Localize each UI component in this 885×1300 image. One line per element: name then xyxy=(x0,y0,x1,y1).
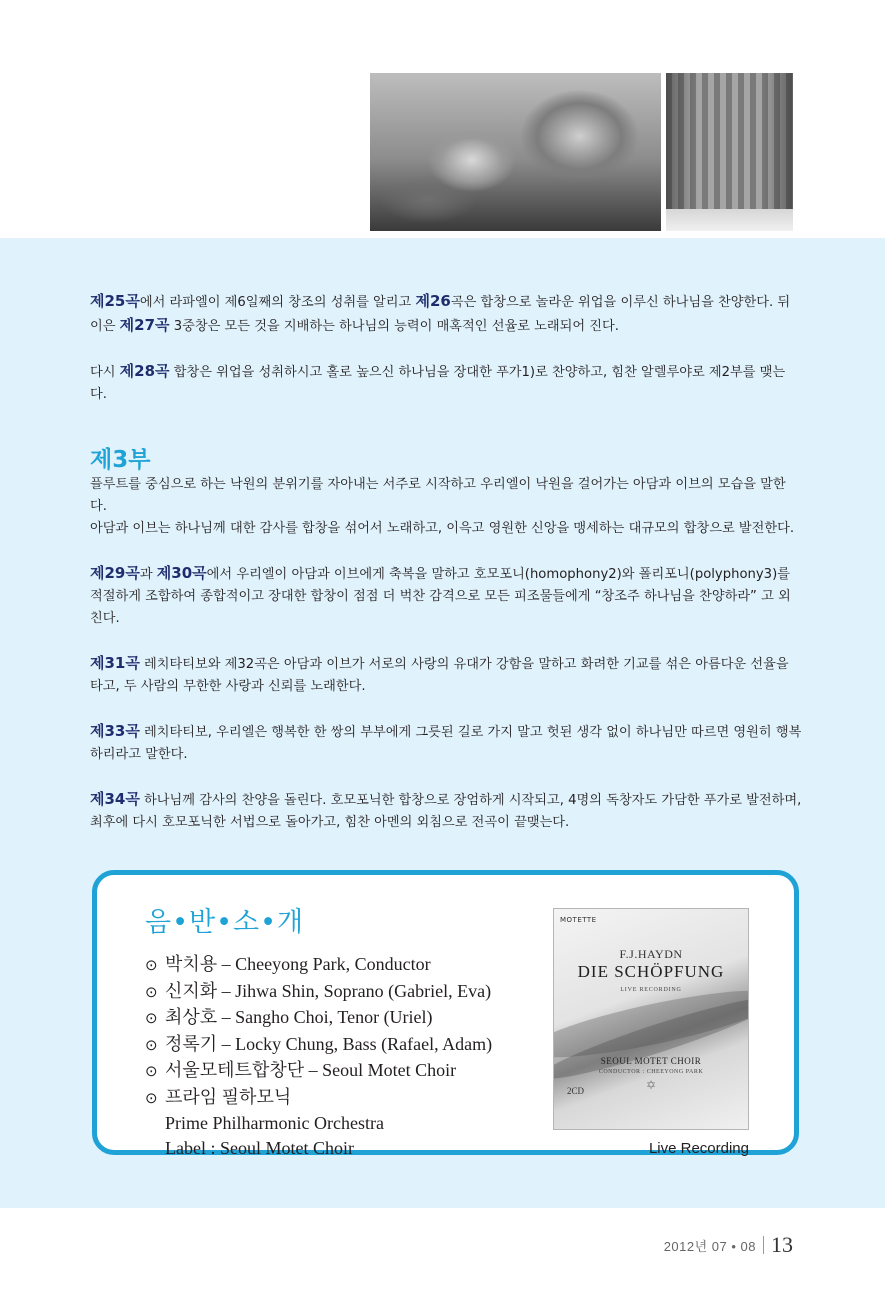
bullet-icon: ⊙ xyxy=(145,1090,158,1107)
paragraph xyxy=(90,720,802,766)
bullet-icon: ⊙ xyxy=(145,1011,158,1027)
credit-item: ⊙ 서울모테트합창단 – Seoul Motet Choir xyxy=(145,1058,492,1085)
paragraph-text: 에서 우리엘이 아담과 이브에게 축복을 말하고 호모포니(homophony2)와 폴리포니(polyphony3)를 적절하게 조합하여 종합적이고 장대한 합창이 점점 더 벅찬 감격으로 모든 피조물들에게 “창조주 하나님을 찬양하라” 고 외친다. xyxy=(90,567,791,626)
paragraph xyxy=(90,562,802,630)
credit-item: ⊙ 정록기 – Locky Chung, Bass (Rafael, Adam) xyxy=(145,1032,492,1059)
song-number: 제34곡 xyxy=(90,790,140,808)
paragraph-text: 레치타티보와 제32곡은 아담과 이브가 서로의 사랑의 유대가 강함을 말하고 화려한 기교를 섞은 아름다운 선율을 타고, 두 사람의 무한한 사랑과 신뢰를 노래한다. xyxy=(90,657,789,694)
cover-live-text: LIVE RECORDING xyxy=(620,987,682,993)
cover-brand: MOTETTE xyxy=(560,916,597,924)
paragraph-text: 하나님께 감사의 찬양을 돌린다. 호모포닉한 합창으로 장엄하게 시작되고, 4명의 독창자도 가담한 푸가로 발전하며, 최후에 다시 호모포닉한 서법으로 돌아가고, 힘찬 아멘의 외침으로 전곡이 끝맺는다. xyxy=(90,793,802,830)
paragraph-text: 에서 라파엘이 제6일째의 창조의 성취를 알리고 xyxy=(139,295,416,310)
cover-caption: Live Recording xyxy=(648,1140,749,1157)
cover-choir: SEOUL MOTET CHOIR xyxy=(600,1056,702,1066)
song-number: 제30곡 xyxy=(156,564,207,582)
label-line: Label : Seoul Motet Choir xyxy=(165,1137,354,1158)
bullet-icon: ⊙ xyxy=(145,1064,158,1080)
paragraph xyxy=(90,652,802,698)
credit-item: ⊙ 신지화 – Jihwa Shin, Soprano (Gabriel, Eva) xyxy=(145,979,492,1006)
part3-title: 제3부 xyxy=(90,447,151,473)
paragraph-text: 다시 xyxy=(90,365,120,380)
cover-work-title: DIE SCHÖPFUNG xyxy=(577,962,725,981)
paragraph xyxy=(90,290,802,338)
song-number: 제27곡 xyxy=(119,316,170,334)
song-number: 제33곡 xyxy=(90,722,140,740)
bullet-icon: ⊙ xyxy=(145,984,158,1001)
song-number: 제31곡 xyxy=(90,654,140,672)
credit-list xyxy=(145,952,492,1160)
song-number: 제29곡 xyxy=(90,564,140,582)
footer-divider xyxy=(763,1236,764,1254)
page-footer xyxy=(664,1232,793,1258)
article-body xyxy=(90,290,802,856)
album-intro-title: 음•반•소•개 xyxy=(145,907,305,938)
part3-section xyxy=(90,562,802,834)
bullet-icon: ⊙ xyxy=(145,958,158,974)
album-intro-box xyxy=(92,870,799,1158)
album-cover xyxy=(553,908,749,1130)
cover-disc-count: 2CD xyxy=(567,1086,585,1096)
paragraph-text: 3중창은 모든 것을 지배하는 하나님의 능력이 매혹적인 선율로 노래되어 진다. xyxy=(169,319,619,334)
issue-date: 2012년 07 • 08 xyxy=(663,1238,756,1254)
cover-composer: F.J.HAYDN xyxy=(619,947,683,961)
paragraph-text: 과 xyxy=(139,567,157,582)
bullet-icon: ⊙ xyxy=(145,1037,158,1054)
orchestra-line: Prime Philharmonic Orchestra xyxy=(165,1113,384,1133)
creation-of-adam-photo xyxy=(370,73,661,231)
paragraph: 아담과 이브는 하나님께 대한 감사를 합창을 섞어서 노래하고, 이윽고 영원한 신앙을 맹세하는 대규모의 합창으로 발전한다. xyxy=(90,521,795,536)
sistine-chapel-photo xyxy=(666,73,793,231)
page-number: 13 xyxy=(771,1232,793,1257)
song-number: 제28곡 xyxy=(119,362,170,380)
paragraph xyxy=(90,360,802,406)
credit-item: ⊙ 박치용 – Cheeyong Park, Conductor xyxy=(145,952,492,979)
credit-item: ⊙ 최상호 – Sangho Choi, Tenor (Uriel) xyxy=(145,1005,492,1032)
paragraph xyxy=(90,788,802,834)
credit-item: ⊙ 프라임 필하모닉 xyxy=(145,1085,492,1112)
paragraph-text: 합창은 위업을 성취하시고 홀로 높으신 하나님을 장대한 푸가1)로 찬양하고, 힘찬 알렐루야로 제2부를 맺는다. xyxy=(90,365,786,402)
star-logo-icon: ✡ xyxy=(645,1078,657,1092)
cover-conductor: CONDUCTOR : CHEEYONG PARK xyxy=(598,1069,704,1075)
song-number: 제26 xyxy=(415,292,451,310)
part3-intro xyxy=(90,474,802,540)
paragraph: 플루트를 중심으로 하는 낙원의 분위기를 자아내는 서주로 시작하고 우리엘이 낙원을 걸어가는 아담과 이브의 모습을 말한다. xyxy=(90,477,786,514)
paragraph-text: 곡은 합창으로 놀라운 위업을 이루신 하나님을 찬양한다. 뒤이은 xyxy=(90,295,791,334)
part2-section xyxy=(90,290,802,406)
paragraph-text: 레치타티보, 우리엘은 행복한 한 쌍의 부부에게 그릇된 길로 가지 말고 헛된 생각 없이 하나님만 따르면 영원히 행복하리라고 말한다. xyxy=(90,725,802,762)
song-number: 제25곡 xyxy=(90,292,140,310)
